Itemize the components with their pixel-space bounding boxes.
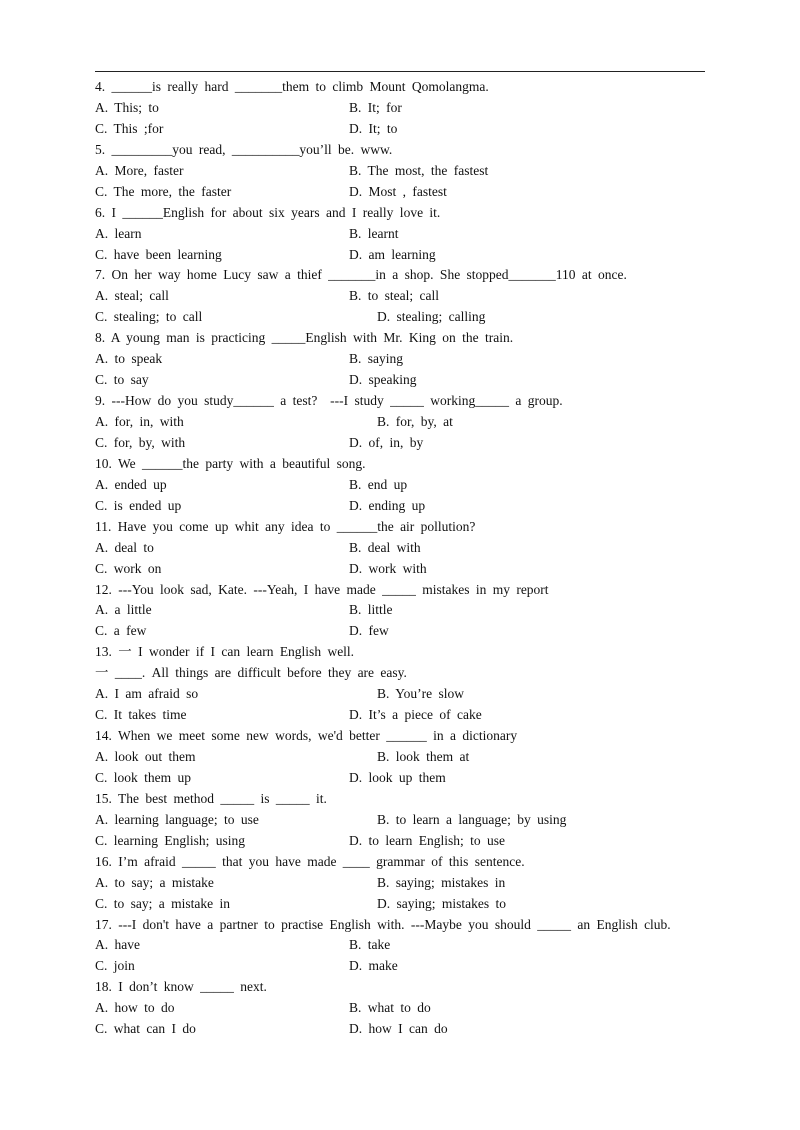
question-item [95,789,715,852]
question-item [95,454,715,517]
answer-option: B. end up [349,476,408,492]
answer-option: C. learning English; using [95,832,245,848]
question-stem: 11. Have you come up whit any idea to ______the air pollution? [95,518,476,534]
answer-option: D. saying; mistakes to [377,895,506,911]
answer-option: C. to say [95,372,149,388]
answer-option: B. to learn a language; by using [377,811,567,827]
options-row [95,98,715,119]
question-stem: 16. I’m afraid _____ that you have made ____ grammar of this sentence. [95,853,525,869]
answer-option: D. make [349,958,398,974]
answer-option: C. work on [95,560,162,576]
answer-option: A. a little [95,602,152,618]
question-item [95,140,715,203]
answer-option: C. have been learning [95,246,222,262]
options-row [95,182,715,203]
answer-option: B. for, by, at [377,414,453,429]
answer-option: D. speaking [349,372,417,388]
answer-option: B. The most, the fastest [349,162,489,178]
options-row [95,370,715,391]
question-item [95,852,715,915]
question-stem: 12. ---You look sad, Kate. ---Yeah, I have made _____ mistakes in my report [95,581,549,597]
answer-option: D. It’s a piece of cake [349,707,482,723]
question-stem: 14. When we meet some new words, we'd better ______ in a dictionary [95,728,518,744]
options-row [95,245,715,266]
options-row [95,684,715,705]
options-row [95,433,715,454]
options-row [95,475,715,496]
answer-option: B. learnt [349,225,399,241]
question-item [95,642,715,726]
question-stem: 4. ______is really hard _______them to climb Mount Qomolangma. [95,79,489,94]
answer-option: B. saying [349,351,404,367]
question-stem: 15. The best method _____ is _____ it. [95,790,327,806]
question-item [95,77,715,140]
answer-option: B. saying; mistakes in [377,874,506,890]
answer-option: A. learn [95,225,142,241]
question-stem: 7. On her way home Lucy saw a thief _______in a shop. She stopped_______110 at once. [95,267,627,283]
options-row [95,559,715,580]
answer-option: D. It; to [349,120,398,136]
answer-option: D. how I can do [349,1021,448,1037]
answer-option: B. take [349,937,391,953]
answer-option: A. I am afraid so [95,686,199,702]
options-row [95,831,715,852]
answer-option: C. stealing; to call [95,309,203,325]
answer-option: D. few [349,623,389,639]
answer-option: C. for, by, with [95,434,186,450]
options-row [95,538,715,559]
answer-option: D. ending up [349,497,426,513]
answer-option: C. It takes time [95,707,187,723]
options-row [95,705,715,726]
answer-option: C. to say; a mistake in [95,895,230,911]
question-item [95,977,715,1040]
options-row [95,307,715,328]
question-stem: 18. I don’t know _____ next. [95,979,267,995]
answer-option: C. a few [95,623,147,639]
options-row [95,1019,715,1040]
answer-option: A. to say; a mistake [95,874,214,890]
options-row [95,873,715,894]
answer-option: A. how to do [95,1000,175,1016]
answer-option: B. deal with [349,539,421,555]
answer-option: C. join [95,958,135,974]
answer-option: C. The more, the faster [95,183,232,199]
options-row [95,747,715,768]
answer-option: C. look them up [95,769,191,785]
question-stem: 9. ---How do you study______ a test? ---I study _____ working_____ a group. [95,393,563,409]
answer-option: C. what can I do [95,1021,196,1037]
answer-option: A. ended up [95,476,167,492]
answer-option: D. am learning [349,246,436,262]
options-row [95,349,715,370]
options-row [95,119,715,140]
options-row [95,810,715,831]
question-item [95,265,715,328]
question-list [95,77,715,1040]
options-row [95,621,715,642]
answer-option: B. You’re slow [377,686,465,702]
answer-option: A. look out them [95,749,196,764]
options-row [95,496,715,517]
answer-option: A. deal to [95,539,154,555]
question-stem: 17. ---I don't have a partner to practise English with. ---Maybe you should _____ an English club. [95,916,671,932]
question-item [95,726,715,789]
options-row [95,286,715,307]
question-item [95,328,715,391]
question-item [95,915,715,978]
question-item [95,391,715,454]
answer-option: D. stealing; calling [377,309,486,325]
options-row [95,935,715,956]
question-stem: 一 ____. All things are difficult before they are easy. [95,665,407,681]
answer-option: D. to learn English; to use [349,832,505,848]
answer-option: D. work with [349,560,427,576]
options-row [95,998,715,1019]
question-stem: 10. We ______the party with a beautiful song. [95,455,366,471]
question-stem: 6. I ______English for about six years and I really love it. [95,204,441,220]
answer-option: C. This ;for [95,120,164,136]
answer-option: A. for, in, with [95,414,184,429]
options-row [95,412,715,433]
options-row [95,956,715,977]
options-row [95,894,715,915]
question-item [95,580,715,643]
question-stem: 5. _________you read, __________you’ll be. www. [95,141,393,157]
answer-option: D. Most , fastest [349,183,447,199]
answer-option: D. look up them [349,769,446,785]
options-row [95,600,715,621]
options-row [95,161,715,182]
answer-option: B. what to do [349,1000,431,1016]
question-stem: 13. 一 I wonder if I can learn English well. [95,644,355,660]
answer-option: A. steal; call [95,288,169,304]
answer-option: B. little [349,602,393,618]
options-row [95,224,715,245]
answer-option: A. More, faster [95,162,184,178]
question-item [95,517,715,580]
question-stem: 8. A young man is practicing _____English with Mr. King on the train. [95,330,514,346]
answer-option: C. is ended up [95,497,182,513]
options-row [95,768,715,789]
answer-option: A. to speak [95,351,163,367]
answer-option: B. to steal; call [349,288,439,304]
answer-option: A. have [95,937,140,953]
answer-option: B. look them at [377,749,470,764]
answer-option: A. learning language; to use [95,811,259,827]
answer-option: A. This; to [95,99,159,115]
answer-option: D. of, in, by [349,434,424,450]
question-item [95,203,715,266]
header-rule [95,71,705,72]
answer-option: B. It; for [349,99,402,115]
